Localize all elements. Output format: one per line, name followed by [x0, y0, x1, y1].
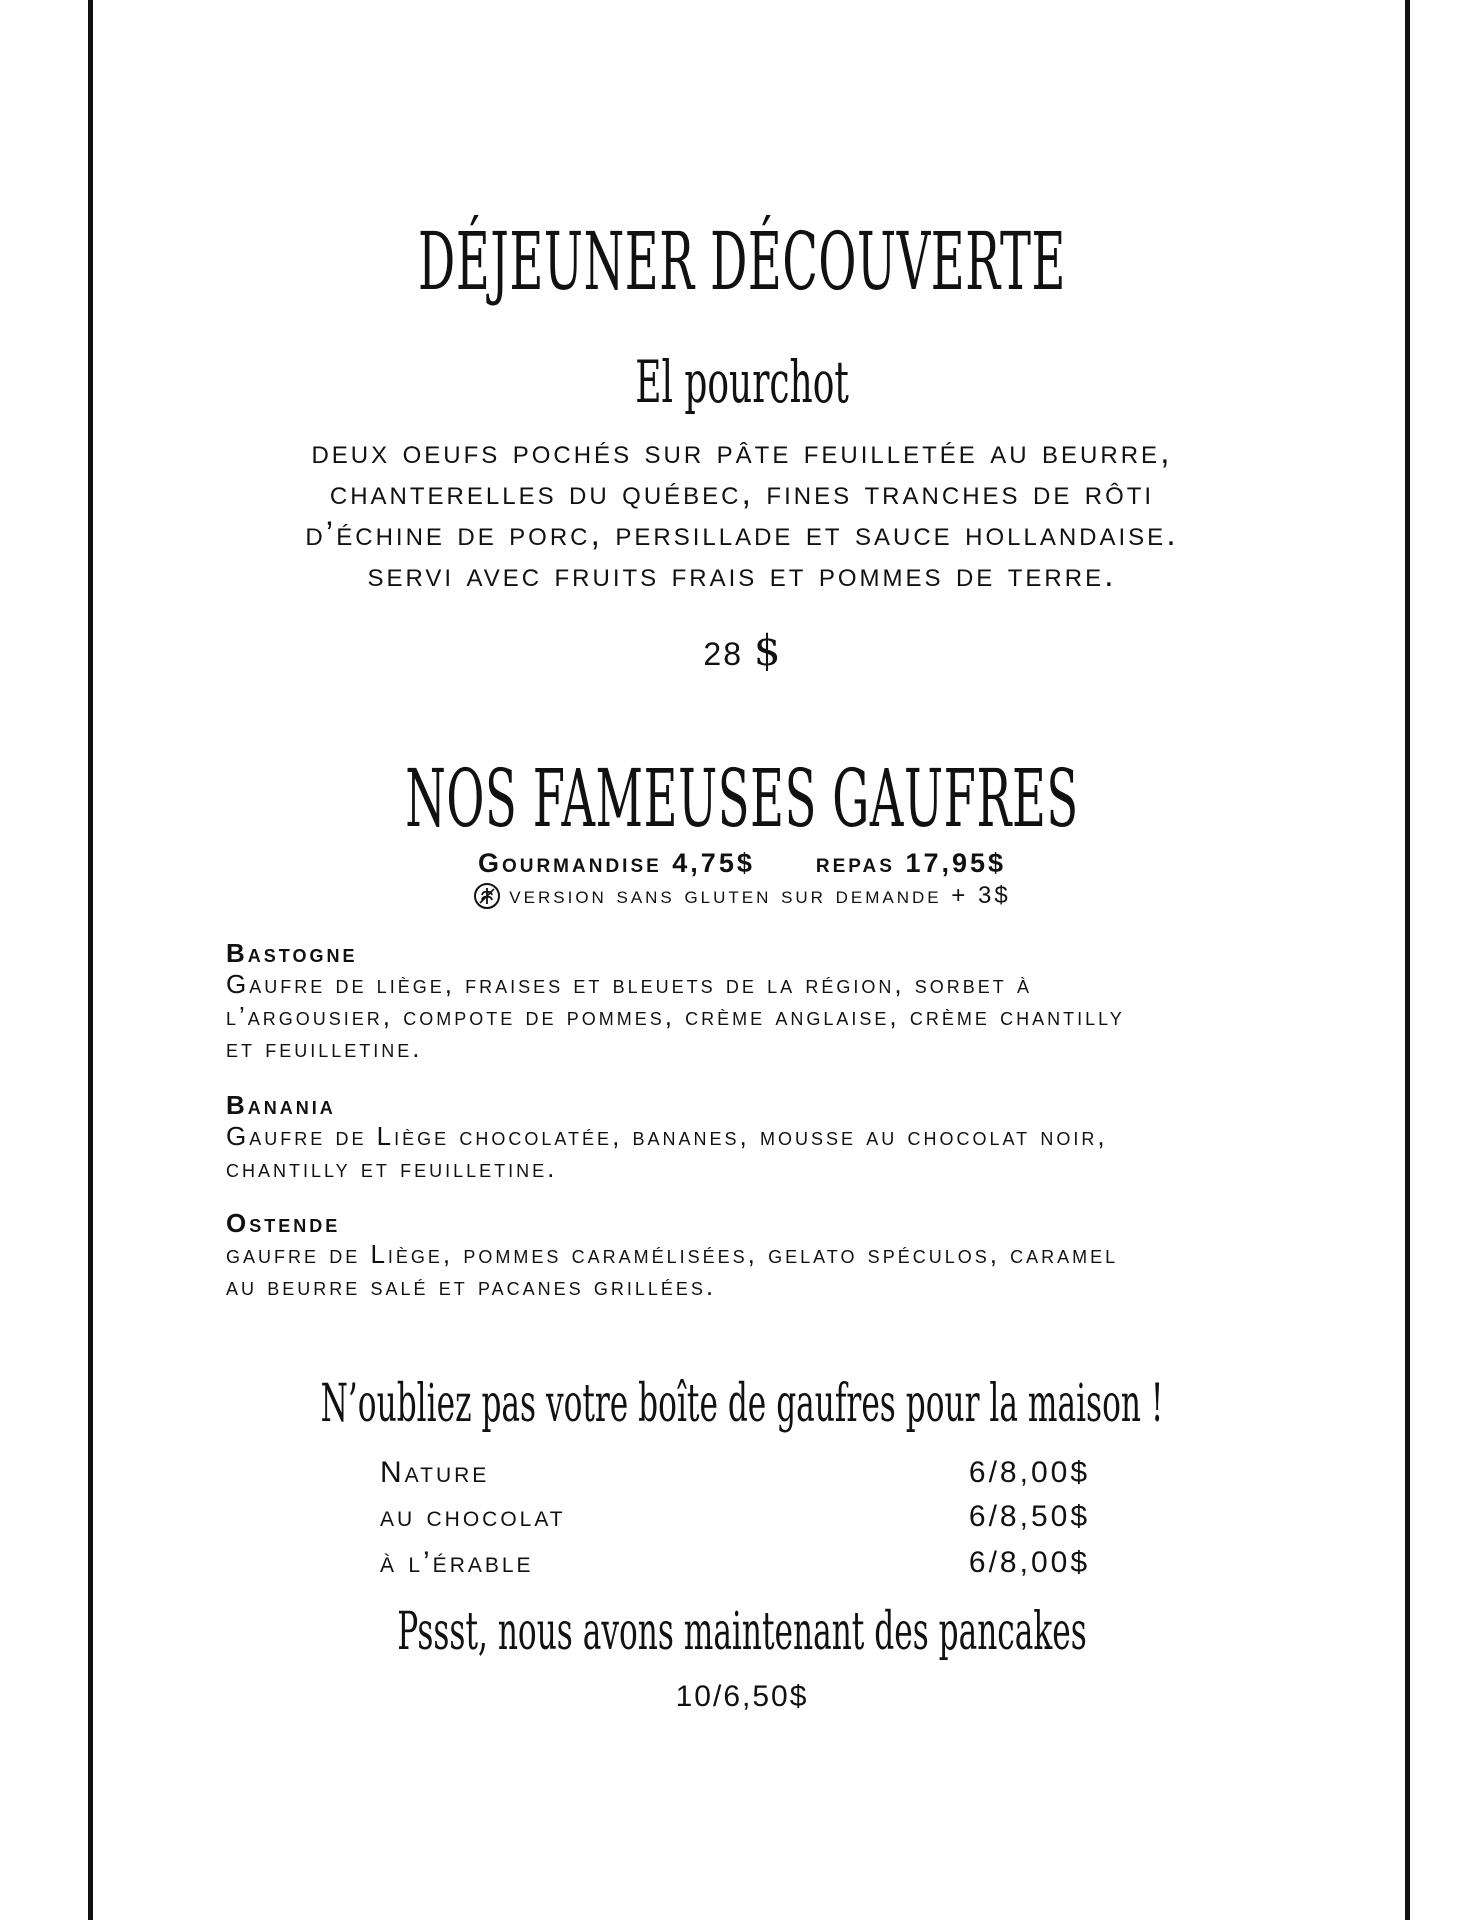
- box-row-label: Nature: [380, 1456, 490, 1489]
- waffles-title-wrap: [0, 752, 1484, 845]
- gluten-free-icon: [473, 882, 501, 910]
- dish-description-line: d’échine de porc, persillade et sauce hollandaise.: [305, 515, 1179, 553]
- waffles-title: NOS FAMEUSES GAUFRES: [405, 752, 1079, 845]
- pancakes-title-wrap: [0, 1602, 1484, 1662]
- waffle-price-line: [0, 848, 1484, 879]
- dish-description-line: chanterelles du québec, fines tranches de rôti: [329, 474, 1155, 512]
- box-row-nature: [380, 1456, 1090, 1490]
- breakfast-title: DÉJEUNER DÉCOUVERTE: [418, 215, 1066, 308]
- waffle-item-banania: [226, 1090, 1306, 1184]
- waffle-description-line: Gaufre de liège, fraises et bleuets de la région, sorbet à: [226, 969, 1033, 999]
- box-row-label: au chocolat: [380, 1500, 566, 1533]
- waffle-name: Ostende: [226, 1208, 341, 1238]
- box-row-erable: [380, 1546, 1090, 1580]
- dish-price-currency: $: [753, 626, 781, 675]
- breakfast-title-wrap: [0, 215, 1484, 308]
- waffle-description-line: et feuilletine.: [226, 1033, 423, 1063]
- dish-price-number: 28: [703, 636, 743, 672]
- box-row-chocolat: [380, 1500, 1090, 1534]
- pancakes-price: 10/6,50$: [675, 1680, 809, 1713]
- waffle-description-line: gaufre de Liège, pommes caramélisées, gelato spéculos, caramel: [226, 1239, 1119, 1269]
- dish-description: [0, 432, 1484, 596]
- box-row-label: à l’érable: [380, 1546, 534, 1579]
- dish-name-wrap: [0, 348, 1484, 416]
- waffle-description-line: l’argousier, compote de pommes, crème anglaise, crème chantilly: [226, 1001, 1125, 1031]
- waffle-name: Banania: [226, 1090, 336, 1120]
- pancakes-title: Pssst, nous avons maintenant des pancakes: [397, 1602, 1087, 1662]
- waffle-description-line: Gaufre de Liège chocolatée, bananes, mousse au chocolat noir,: [226, 1121, 1108, 1151]
- box-row-price: 6/8,00$: [968, 1456, 1090, 1489]
- waffle-item-ostende: [226, 1208, 1306, 1302]
- waffle-description-line: au beurre salé et pacanes grillées.: [226, 1271, 717, 1301]
- dish-description-line: deux oeufs pochés sur pâte feuilletée au beurre,: [311, 433, 1173, 471]
- waffle-name: Bastogne: [226, 938, 358, 968]
- dish-description-line: servi avec fruits frais et pommes de terre.: [367, 556, 1117, 594]
- gourmandise-price: Gourmandise 4,75$: [477, 848, 755, 878]
- gluten-free-text: version sans gluten sur demande + 3$: [509, 882, 1011, 909]
- box-title: N’oubliez pas votre boîte de gaufres pour la maison !: [320, 1374, 1164, 1434]
- dish-price: [0, 626, 1484, 675]
- waffle-item-bastogne: [226, 938, 1306, 1064]
- gluten-free-note: [0, 882, 1484, 910]
- box-row-price: 6/8,50$: [968, 1500, 1090, 1533]
- dish-name: El pourchot: [635, 348, 849, 416]
- box-title-wrap: [0, 1374, 1484, 1434]
- waffle-description-line: chantilly et feuilletine.: [226, 1153, 558, 1183]
- box-row-price: 6/8,00$: [968, 1546, 1090, 1579]
- repas-price: repas 17,95$: [815, 848, 1007, 878]
